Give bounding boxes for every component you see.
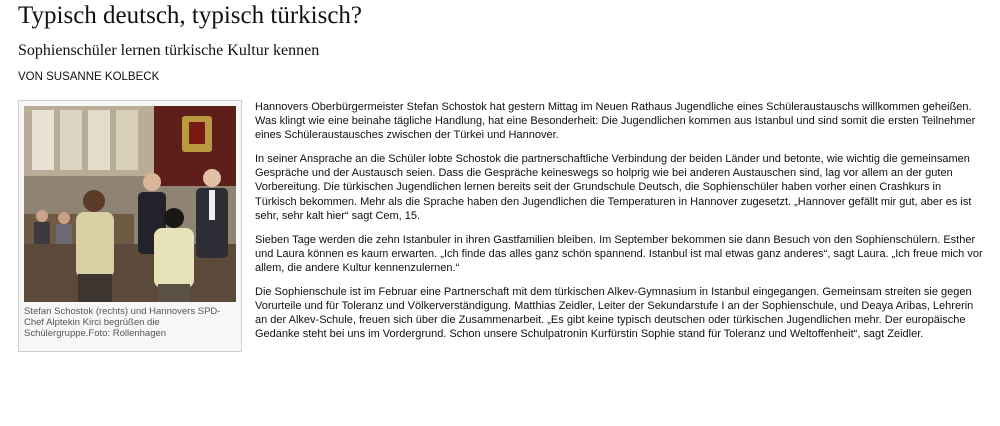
article-body (255, 100, 983, 351)
article-paragraph: Die Sophienschule ist im Februar eine Partnerschaft mit dem türkischen Alkev-Gymnasium in Istanbul eingegangen. Gemeinsam streiten sie gegen Vorurteile und für Toleranz und Völkerverständigung. Matthias Zeidler, Leiter der Sekundarstufe I an der Sophienschule, und Deaya Aribas, Lehrerin an der Alkev-Schule, freuen sich über die Zusammenarbeit. „Es gibt keine typisch deutschen oder türkischen Jugendlichen mehr. Der europäische Gedanke steht bei uns im Vordergrund. Schon unsere Schulpatronin Kurfürstin Sophie stand für Toleranz und Weltoffenheit“, sagt Zeidler. (255, 286, 974, 341)
article-paragraph: In seiner Ansprache an die Schüler lobte Schostok die partnerschaftliche Verbindung der beiden Länder und betonte, wie wichtig die gemeinsamen Gespräche und der Austausch seien. Dass die Gespräche keineswegs so holprig wie bei anderen Austauschen sind, lag vor allem an der guten Vorbereitung. Die türkischen Jugendlichen lernen bereits seit der Grundschule Deutsch, die Sophienschüler haben vorher einen Crashkurs in Türkisch bekommen. Mehr als die Sprache haben den Jugendlichen die Temperaturen in Hannover zugesetzt. „Hannover gefällt mir gut, aber es ist sehr, sehr kalt hier“ sagt Cem, 15. (255, 153, 972, 222)
article-byline: VON SUSANNE KOLBECK (18, 71, 160, 83)
article-subheadline: Sophienschüler lernen türkische Kultur kennen (18, 42, 320, 59)
group-photo-icon[interactable] (24, 106, 236, 302)
article-headline: Typisch deutsch, typisch türkisch? (18, 2, 363, 29)
photo-figure (18, 100, 242, 352)
photo-caption: Stefan Schostok (rechts) und Hannovers SPD-Chef Alptekin Kirci begrüßen die Schülergruppe.Foto: Rollenhagen (24, 306, 221, 339)
article-paragraph: Hannovers Oberbürgermeister Stefan Schostok hat gestern Mittag im Neuen Rathaus Jugendliche eines Schüleraustauschs willkommen geheißen. Was klingt wie eine beinahe tägliche Handlung, hat eine Besonderheit: Die Jugendlichen kommen aus Istanbul und sind somit die ersten Teilnehmer eines Schüleraustausches zwischen der Türkei und Hannover. (255, 101, 976, 142)
article-paragraph: Sieben Tage werden die zehn Istanbuler in ihren Gastfamilien bleiben. Im September bekommen sie dann Besuch von den Sophienschülern. Esther und Laura können es kaum erwarten. „Ich finde das alles ganz schön spannend. Istanbul ist mal etwas ganz anderes“, sagt Laura. „Ich freue mich vor allem, die andere Kultur kennenzulernen.“ (255, 233, 983, 274)
